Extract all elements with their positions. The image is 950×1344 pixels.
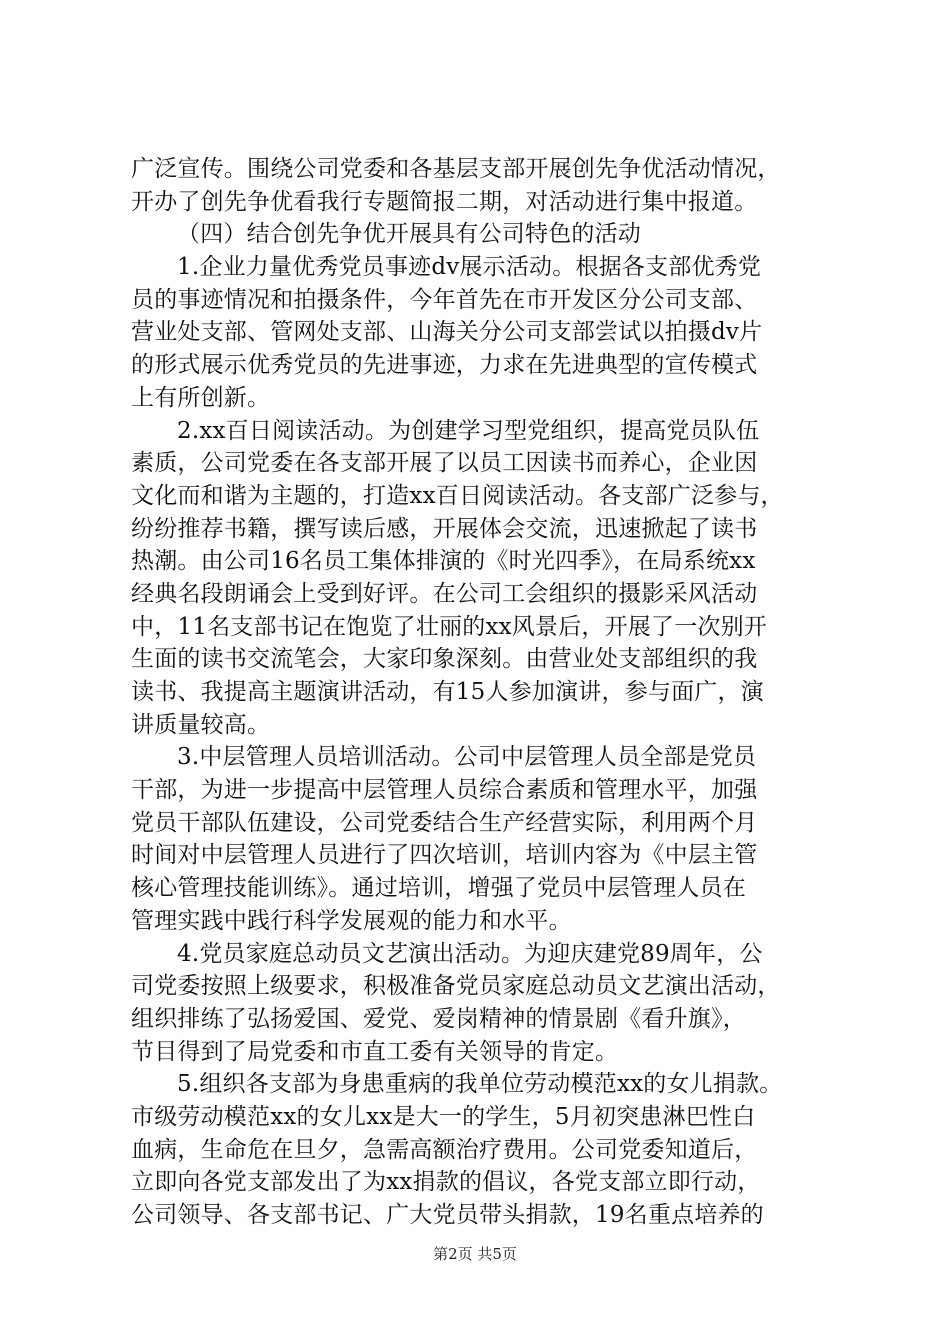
text-line: 文化而和谐为主题的，打造xx百日阅读活动。各支部广泛参与， (131, 482, 784, 509)
text-line: 时间对中层管理人员进行了四次培训，培训内容为《中层主管 (131, 842, 758, 869)
paragraph-start: 5.组织各支部为身患重病的我单位劳动模范xx的女儿捐款。 (177, 1071, 783, 1098)
document-body (131, 153, 831, 1232)
text-line: 组织排练了弘扬爱国、爱党、爱岗精神的情景剧《看升旗》， (131, 1005, 746, 1032)
text-line: 读书、我提高主题演讲活动，有15人参加演讲，参与面广，演 (131, 679, 764, 705)
text-line: 司党委按照上级要求，积极准备党员家庭总动员文艺演出活动， (131, 973, 781, 1000)
text-line: 市级劳动模范xx的女儿xx是大一的学生，5月初突患淋巴性白 (131, 1103, 756, 1130)
text-line: 立即向各党支部发出了为xx捐款的倡议，各党支部立即行动， (131, 1169, 761, 1196)
text-line: 热潮。由公司16名员工集体排演的《时光四季》，在局系统xx (131, 548, 756, 575)
text-line: 素质，公司党委在各支部开展了以员工因读书而养心，企业因 (131, 450, 758, 477)
paragraph-start: 4.党员家庭总动员文艺演出活动。为迎庆建党89周年，公 (177, 940, 763, 967)
section-heading: （四）结合创先争优开展具有公司特色的活动 (177, 221, 641, 248)
text-line: 员的事迹情况和拍摄条件，今年首先在市开发区分公司支部、 (131, 286, 758, 313)
text-line: 经典名段朗诵会上受到好评。在公司工会组织的摄影采风活动 (131, 580, 758, 607)
text-line: 中，11名支部书记在饱览了壮丽的xx风景后，开展了一次别开 (131, 613, 768, 640)
text-line: 广泛宣传。围绕公司党委和各基层支部开展创先争优活动情况， (131, 156, 781, 182)
text-line: 管理实践中践行科学发展观的能力和水平。 (131, 907, 572, 934)
text-line: 营业处支部、管网处支部、山海关分公司支部尝试以拍摄dv片 (131, 319, 763, 346)
paragraph-start: 3.中层管理人员培训活动。公司中层管理人员全部是党员 (177, 744, 757, 771)
text-line: 的形式展示优秀党员的先进事迹，力求在先进典型的宣传模式 (131, 352, 758, 379)
text-line: 节目得到了局党委和市直工委有关领导的肯定。 (131, 1038, 619, 1065)
text-line: 干部，为进一步提高中层管理人员综合素质和管理水平，加强 (131, 777, 758, 804)
text-line: 开办了创先争优看我行专题简报二期，对活动进行集中报道。 (131, 188, 758, 215)
text-line: 血病，生命危在旦夕，急需高额治疗费用。公司党委知道后， (131, 1136, 758, 1163)
text-line: 公司领导、各支部书记、广大党员带头捐款，19名重点培养的 (131, 1202, 764, 1228)
text-line: 核心管理技能训练》。通过培训，增强了党员中层管理人员在 (131, 875, 746, 902)
text-line: 纷纷推荐书籍，撰写读后感，开展体会交流，迅速掀起了读书 (131, 515, 758, 542)
paragraph-start: 2.xx百日阅读活动。为创建学习型党组织，提高党员队伍 (177, 417, 760, 444)
text-line: 讲质量较高。 (131, 711, 271, 738)
text-line: 上有所创新。 (131, 384, 271, 411)
paragraph-start: 1.企业力量优秀党员事迹dv展示活动。根据各支部优秀党 (177, 254, 762, 281)
text-line: 生面的读书交流笔会，大家印象深刻。由营业处支部组织的我 (131, 646, 758, 673)
page-number-footer: 第2页 共5页 (433, 1245, 517, 1263)
text-line: 党员干部队伍建设，公司党委结合生产经营实际，利用两个月 (131, 809, 758, 836)
